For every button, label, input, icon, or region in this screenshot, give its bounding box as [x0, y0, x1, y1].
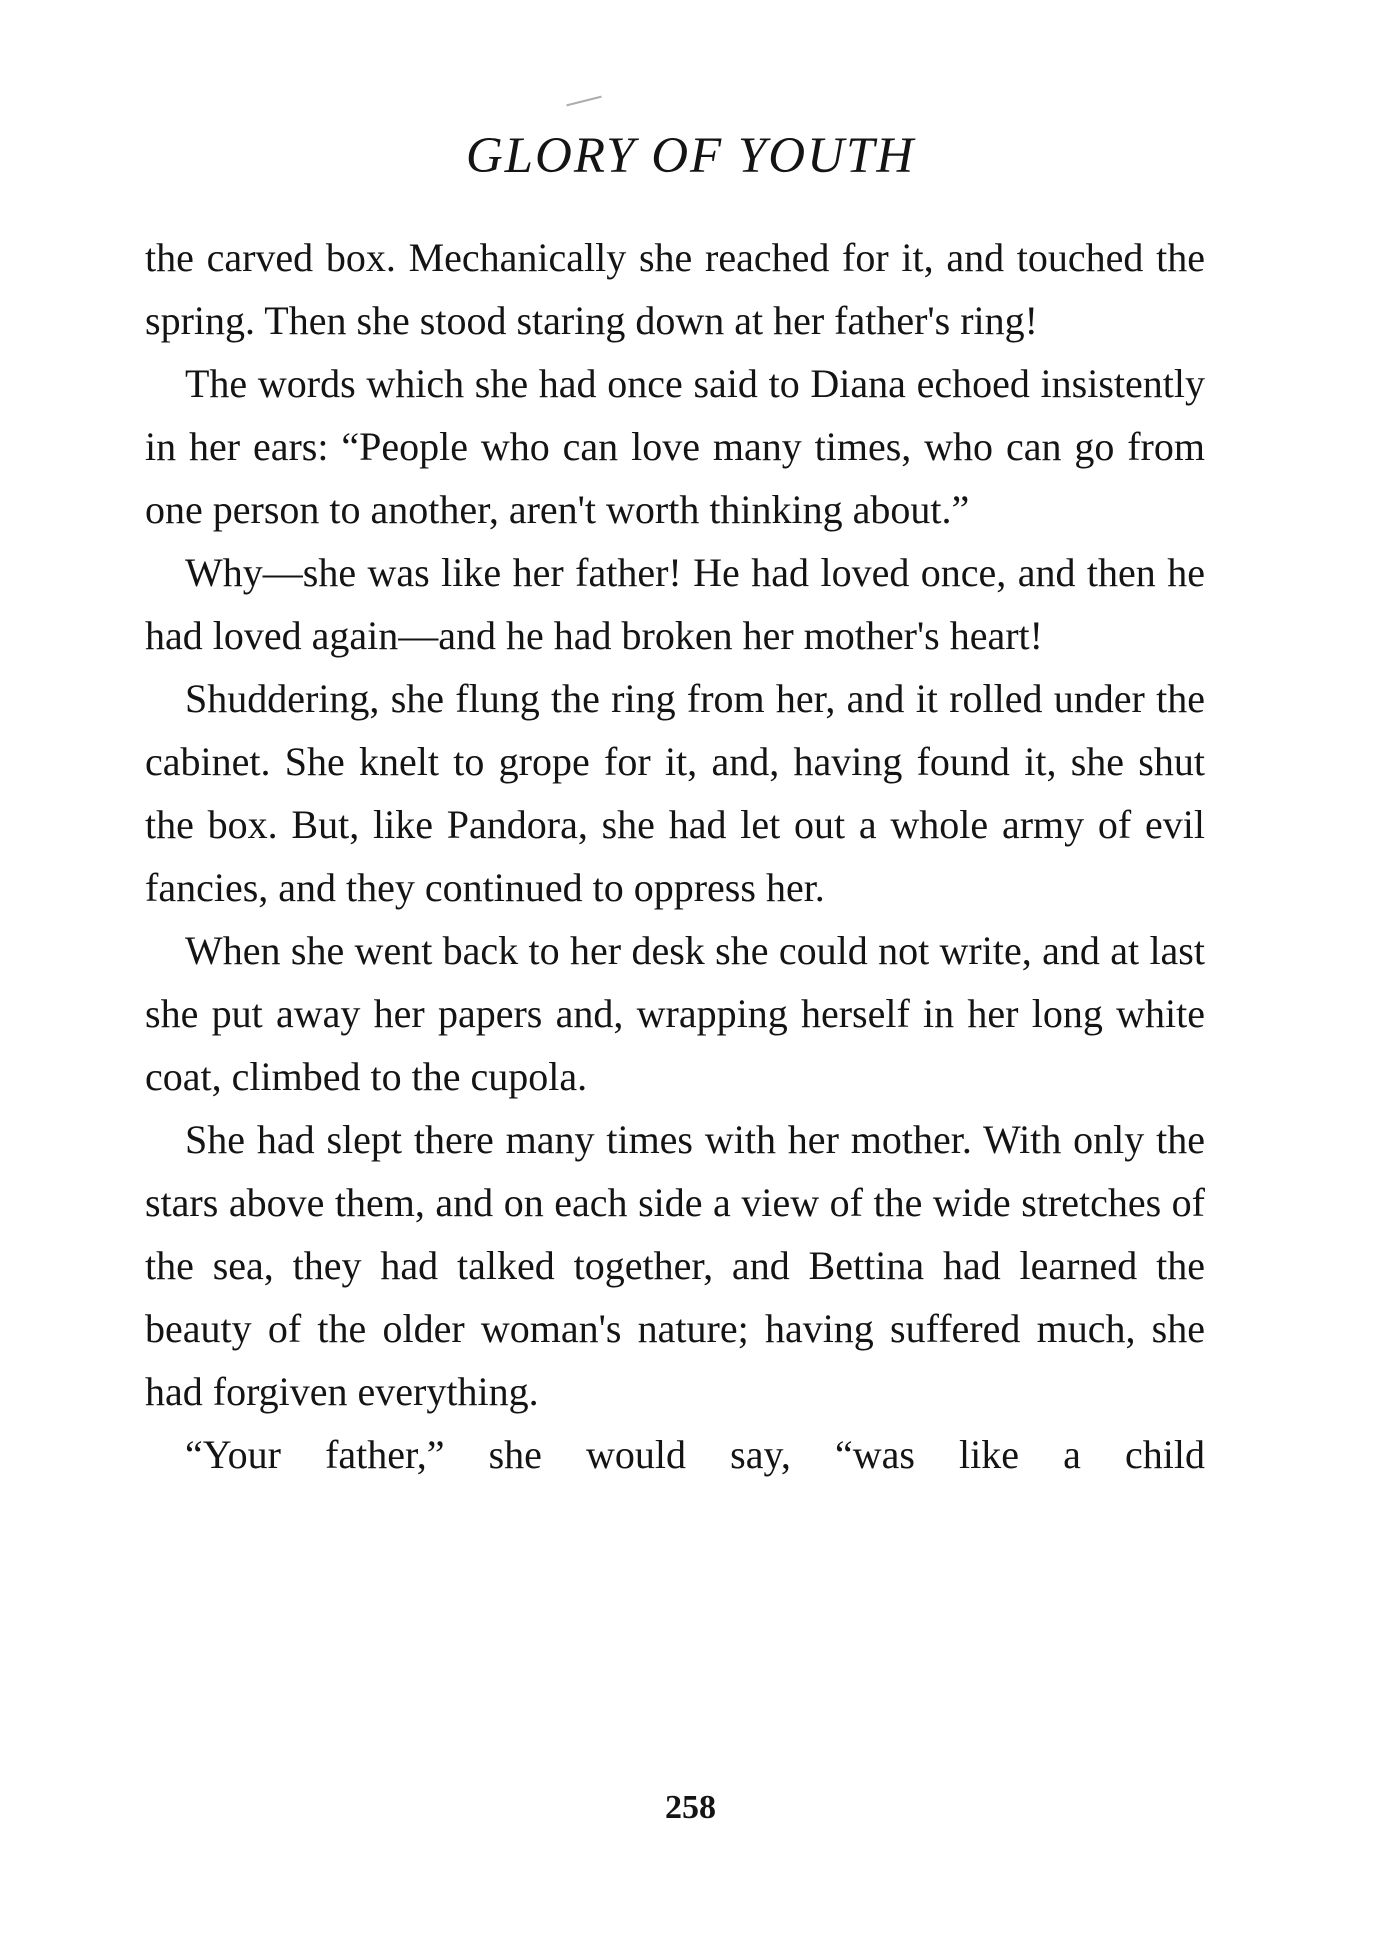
paragraph-2: The words which she had once said to Diana echoed insistently in her ears: “People who can love many times, who can go from one person to another, aren't worth thinking about.”	[145, 361, 1205, 532]
paragraph-1: the carved box. Mechanically she reached for it, and touched the spring. Then she stood staring down at her father's ring!	[145, 235, 1205, 343]
paragraph-4: Shuddering, she flung the ring from her, and it rolled under the cabinet. She knelt to grope for it, and, having found it, she shut the box. But, like Pandora, she had let out a whole army of evil fancies, and they continued to oppress her.	[145, 676, 1205, 910]
paragraph-7: “Your father,” she would say, “was like a child	[185, 1432, 1205, 1477]
body-text	[145, 226, 1205, 1486]
paragraph-6: She had slept there many times with her mother. With only the stars above them, and on each side a view of the wide stretches of the sea, they had talked together, and Bettina had learned the beauty of the older woman's nature; having suffered much, she had forgiven everything.	[145, 1117, 1205, 1414]
running-head: GLORY OF YOUTH	[465, 128, 916, 184]
page-number: 258	[665, 1789, 716, 1826]
paragraph-5: When she went back to her desk she could not write, and at last she put away her papers and, wrapping herself in her long white coat, climbed to the cupola.	[145, 928, 1205, 1099]
ink-mark	[566, 96, 601, 107]
paragraph-3: Why—she was like her father! He had loved once, and then he had loved again—and he had broken her mother's heart!	[145, 550, 1205, 658]
